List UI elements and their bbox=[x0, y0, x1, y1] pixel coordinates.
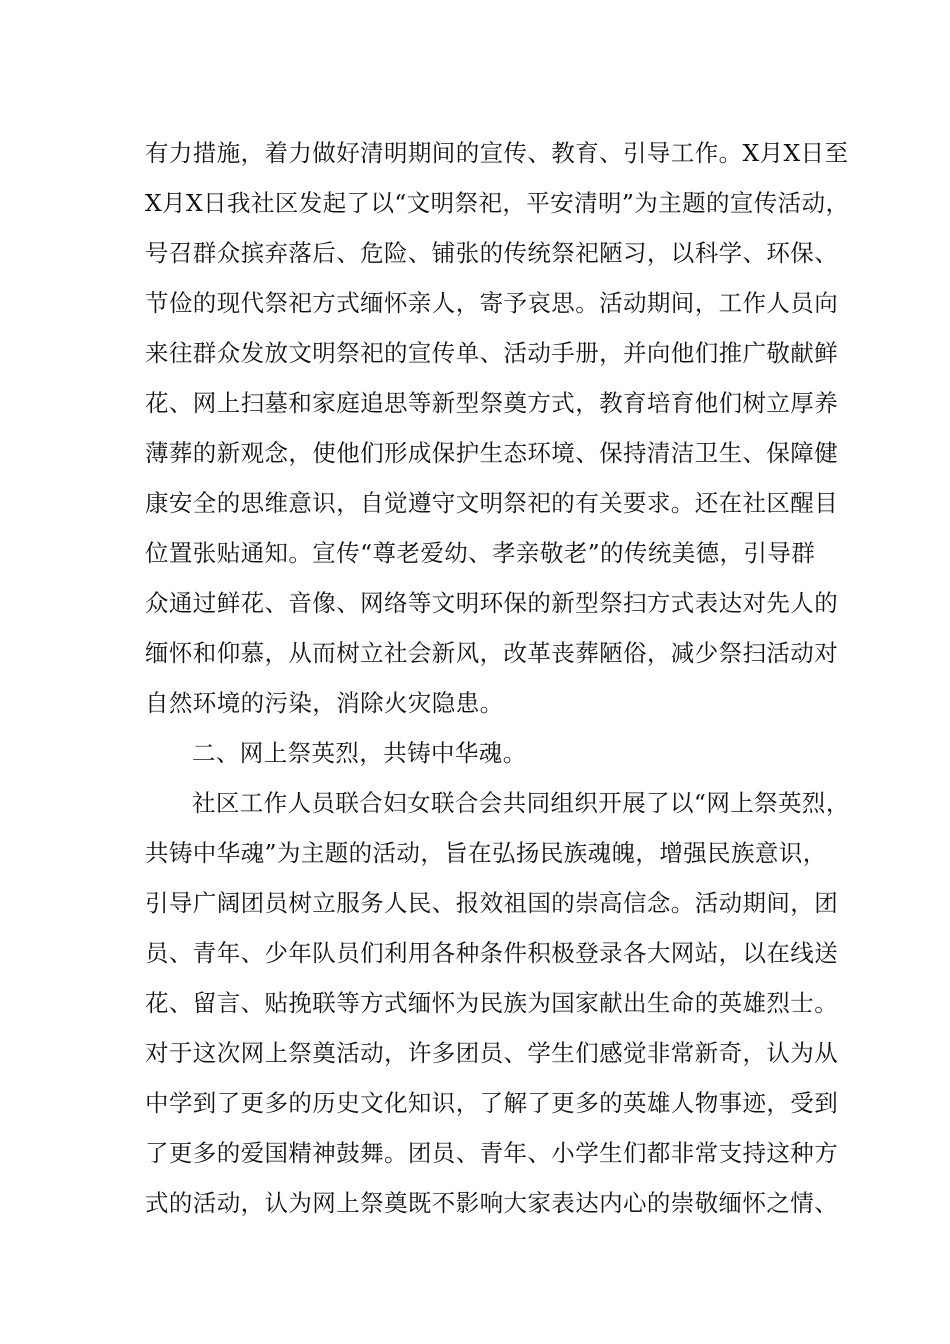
paragraph-line: 薄葬的新观念，使他们形成保护生态环境、保持清洁卫生、保障健 bbox=[145, 439, 839, 467]
paragraph-line: 员、青年、少年队员们利用各种条件积极登录各大网站，以在线送 bbox=[145, 939, 839, 967]
document-body bbox=[145, 128, 850, 1228]
paragraph-line: 缅怀和仰慕，从而树立社会新风，改革丧葬陋俗，减少祭扫活动对 bbox=[145, 639, 839, 667]
paragraph-line: 节俭的现代祭祀方式缅怀亲人，寄予哀思。活动期间，工作人员向 bbox=[145, 289, 839, 317]
paragraph-line: 花、网上扫墓和家庭追思等新型祭奠方式，教育培育他们树立厚养 bbox=[145, 389, 839, 417]
paragraph-line: 社区工作人员联合妇女联合会共同组织开展了以“网上祭英烈， bbox=[192, 789, 850, 817]
paragraph-line: 引导广阔团员树立服务人民、报效祖国的崇高信念。活动期间，团 bbox=[145, 889, 839, 917]
paragraph-line: 位置张贴通知。宣传“尊老爱幼、孝亲敬老”的传统美德，引导群 bbox=[145, 539, 816, 567]
paragraph-line: 式的活动，认为网上祭奠既不影响大家表达内心的崇敬缅怀之情、 bbox=[145, 1189, 839, 1217]
paragraph-line: 康安全的思维意识，自觉遵守文明祭祀的有关要求。还在社区醒目 bbox=[145, 489, 839, 517]
section-heading: 二、网上祭英烈，共铸中华魂。 bbox=[192, 739, 527, 767]
paragraph-line: 中学到了更多的历史文化知识，了解了更多的英雄人物事迹，受到 bbox=[145, 1089, 839, 1117]
paragraph-line: 自然环境的污染，消除火灾隐患。 bbox=[145, 689, 504, 717]
paragraph-line: 众通过鲜花、音像、网络等文明环保的新型祭扫方式表达对先人的 bbox=[145, 589, 839, 617]
paragraph-line: 花、留言、贴挽联等方式缅怀为民族为国家献出生命的英雄烈士。 bbox=[145, 989, 839, 1017]
paragraph-line: 共铸中华魂”为主题的活动，旨在弘扬民族魂魄，增强民族意识， bbox=[145, 839, 827, 867]
paragraph-line: 对于这次网上祭奠活动，许多团员、学生们感觉非常新奇，认为从 bbox=[145, 1039, 839, 1067]
paragraph-line: 号召群众摈弃落后、危险、铺张的传统祭祀陋习，以科学、环保、 bbox=[145, 239, 839, 267]
paragraph-line: 来往群众发放文明祭祀的宣传单、活动手册，并向他们推广敬献鲜 bbox=[145, 339, 839, 367]
paragraph-line: 有力措施，着力做好清明期间的宣传、教育、引导工作。X月X日至 bbox=[145, 139, 849, 167]
paragraph-line: X月X日我社区发起了以“文明祭祀，平安清明”为主题的宣传活动， bbox=[145, 189, 850, 217]
paragraph-line: 了更多的爱国精神鼓舞。团员、青年、小学生们都非常支持这种方 bbox=[145, 1139, 839, 1167]
